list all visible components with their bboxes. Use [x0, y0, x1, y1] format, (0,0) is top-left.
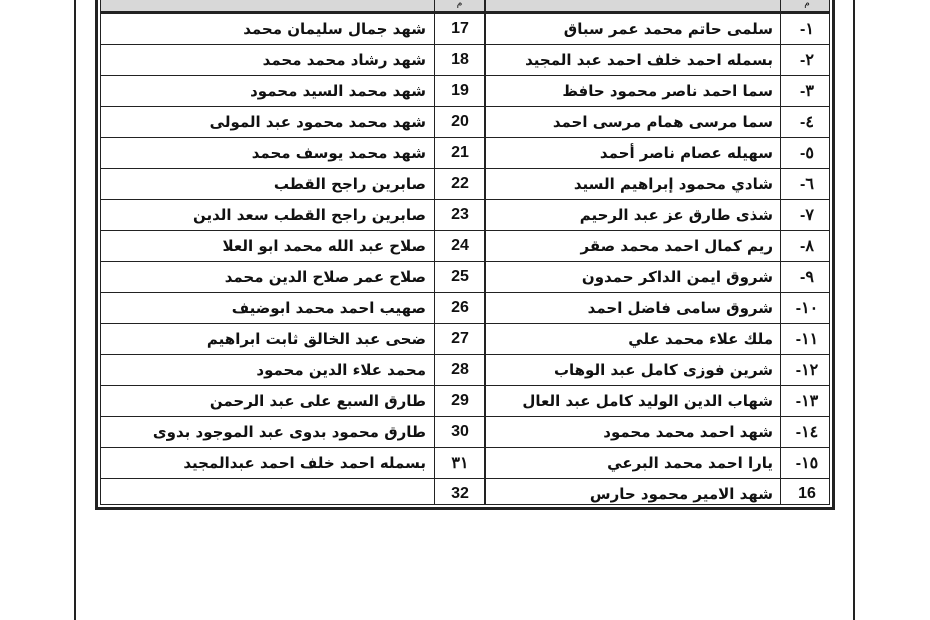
student-name-left: صابرين راجح القطب سعد الدين	[192, 206, 426, 224]
student-name-right: سلمى حاتم محمد عمر سباق	[563, 20, 773, 38]
student-name-right: شروق ايمن الداكر حمدون	[581, 268, 773, 286]
row-number-right: -٥	[800, 145, 814, 162]
table-row	[101, 169, 829, 200]
student-name-right: سما احمد ناصر محمود حافظ	[562, 82, 773, 100]
table-row	[101, 14, 829, 45]
table-row	[101, 200, 829, 231]
row-number-left: 26	[451, 299, 469, 316]
table-row	[101, 262, 829, 293]
student-name-left: محمد علاء الدين محمود	[256, 361, 426, 379]
student-name-left: طارق محمود بدوى عبد الموجود بدوى	[152, 423, 426, 441]
table-header	[101, 0, 829, 14]
divider-left-name	[434, 0, 435, 505]
table-row	[101, 231, 829, 262]
row-number-right: -٧	[800, 207, 814, 224]
table-row	[101, 448, 829, 479]
student-name-right: شهاب الدين الوليد كامل عبد العال	[522, 392, 773, 410]
student-name-left	[101, 479, 434, 509]
student-name-left: صلاح عمر صلاح الدين محمد	[224, 268, 426, 286]
student-name-left: شهد رشاد محمد محمد	[262, 51, 426, 69]
row-number-right: -١٠	[795, 300, 819, 317]
header-num-right: م	[804, 0, 810, 9]
row-number-left: 21	[451, 144, 469, 161]
row-number-right: -٦	[800, 176, 814, 193]
student-name-right: يارا احمد محمد البرعي	[607, 454, 773, 472]
student-name-left: طارق السبع على عبد الرحمن	[209, 392, 426, 410]
row-number-left: 23	[451, 206, 469, 223]
header-name-right	[485, 0, 781, 11]
divider-center	[484, 0, 486, 505]
row-number-left: 24	[451, 237, 469, 254]
row-number-right: -٩	[800, 269, 814, 286]
row-number-left: 30	[451, 423, 469, 440]
row-number-right: -١	[800, 21, 814, 38]
page-border-left	[74, 0, 76, 620]
row-number-left: 22	[451, 175, 469, 192]
student-name-right: بسمله احمد خلف احمد عبد المجيد	[525, 51, 773, 69]
student-name-right: سهيله عصام ناصر أحمد	[599, 144, 773, 162]
student-name-right: شهد الامير محمود حارس	[589, 485, 773, 503]
row-number-right: -١١	[795, 331, 819, 348]
student-name-left: بسمله احمد خلف احمد عبدالمجيد	[183, 454, 426, 472]
row-number-left: 28	[451, 361, 469, 378]
student-name-right: ريم كمال احمد محمد صقر	[580, 237, 773, 255]
student-name-right: سما مرسى همام مرسى احمد	[552, 113, 773, 131]
student-name-right: شادي محمود إبراهيم السيد	[573, 175, 773, 193]
student-name-left: صهيب احمد محمد ابوضيف	[231, 299, 426, 317]
row-number-left: 19	[451, 82, 469, 99]
row-number-right: 16	[798, 485, 816, 502]
student-name-left: شهد محمد السيد محمود	[250, 82, 426, 100]
table-row	[101, 355, 829, 386]
table-row	[101, 479, 829, 510]
student-name-left: صلاح عبد الله محمد ابو العلا	[222, 237, 426, 255]
row-number-right: -١٥	[795, 455, 819, 472]
student-name-left: شهد محمد محمود عبد المولى	[209, 113, 426, 131]
row-number-right: -١٤	[795, 424, 819, 441]
row-number-right: -١٢	[795, 362, 819, 379]
header-num-left: م	[456, 0, 463, 9]
row-number-right: -١٣	[795, 393, 819, 410]
student-name-left: شهد جمال سليمان محمد	[243, 20, 426, 38]
row-number-left: 32	[451, 485, 469, 502]
student-name-right: ملك علاء محمد علي	[628, 330, 773, 348]
row-number-right: -٤	[800, 114, 814, 131]
table-row	[101, 293, 829, 324]
table-row	[101, 417, 829, 448]
row-number-left: 18	[451, 51, 469, 68]
page-border-right	[853, 0, 855, 620]
row-number-left: 29	[451, 392, 469, 409]
header-name-left	[101, 0, 434, 11]
student-name-left: ضحى عبد الخالق ثابت ابراهيم	[206, 330, 426, 348]
row-number-left: 25	[451, 268, 469, 285]
student-name-left: شهد محمد يوسف محمد	[251, 144, 426, 162]
table-row	[101, 386, 829, 417]
divider-right-name	[780, 0, 781, 505]
row-number-right: -٨	[800, 238, 814, 255]
row-number-right: -٢	[800, 52, 814, 69]
student-name-right: شهد احمد محمد محمود	[603, 423, 773, 441]
table-row	[101, 324, 829, 355]
student-table	[95, 0, 835, 510]
table-inner	[100, 0, 830, 505]
row-number-left: 20	[451, 113, 469, 130]
row-number-right: -٣	[800, 83, 814, 100]
table-row	[101, 107, 829, 138]
table-row	[101, 45, 829, 76]
student-name-right: شروق سامى فاضل احمد	[587, 299, 773, 317]
student-name-right: شذى طارق عز عبد الرحيم	[579, 206, 773, 224]
table-row	[101, 138, 829, 169]
table-row	[101, 76, 829, 107]
row-number-left: 17	[451, 20, 469, 37]
row-number-left: 27	[451, 330, 469, 347]
student-name-left: صابرين راجح القطب	[273, 175, 426, 193]
row-number-left: ٣١	[451, 455, 469, 472]
student-name-right: شرين فوزى كامل عبد الوهاب	[553, 361, 773, 379]
